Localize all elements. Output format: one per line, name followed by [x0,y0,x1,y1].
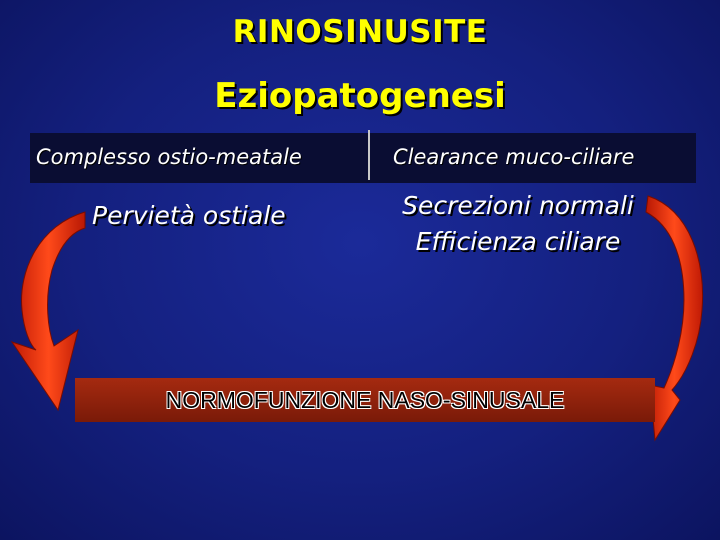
result-box [75,378,655,422]
secrezioni-normali-text: Secrezioni normali [402,191,634,220]
slide-subtitle: Eziopatogenesi [214,76,506,116]
result-text: NORMOFUNZIONE NASO-SINUSALE [165,386,565,413]
bar-label-right: Clearance muco-ciliare [393,145,635,169]
slide-title: RINOSINUSITE [232,14,488,50]
pervieta-ostiale-text: Pervietà ostiale [92,201,286,230]
secrezioni-block [378,188,658,260]
efficienza-ciliare-text: Efficienza ciliare [415,227,621,256]
bar-label-left: Complesso ostio-meatale [36,145,302,169]
